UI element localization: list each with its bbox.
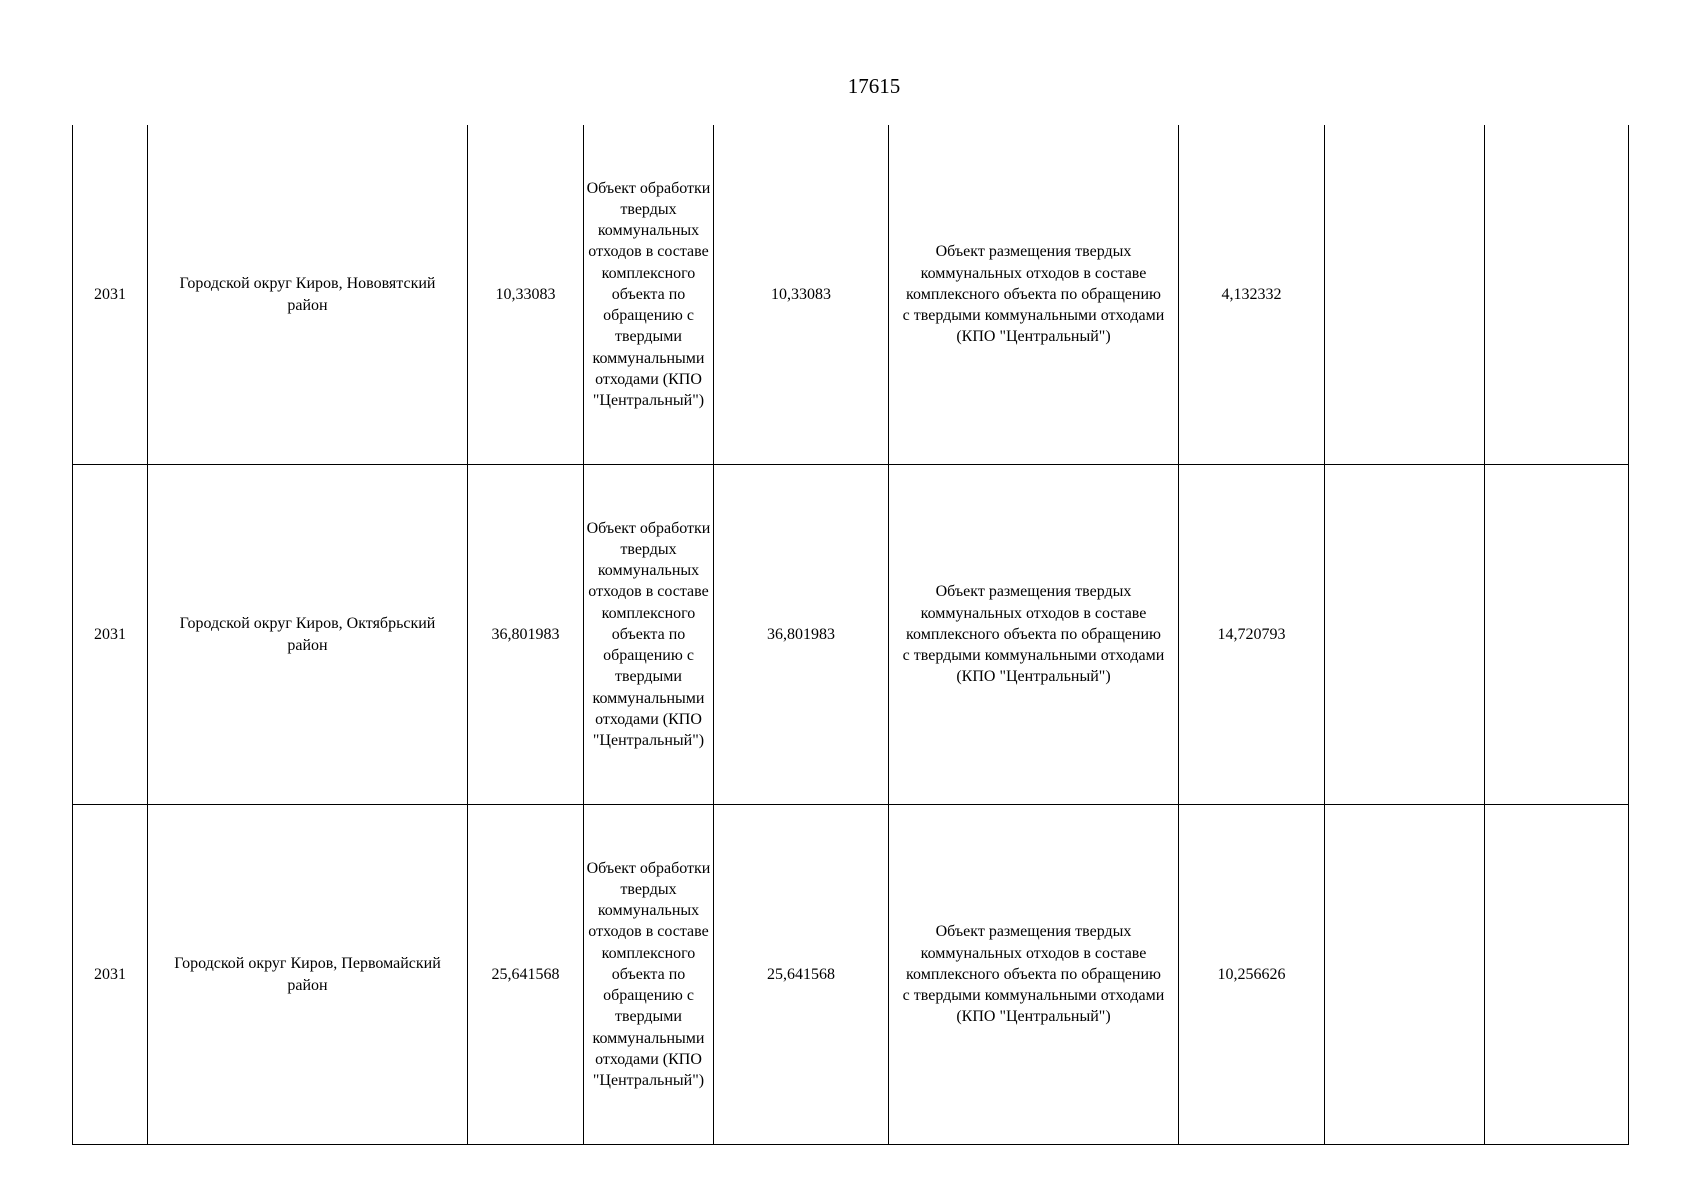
page-number: 17615 <box>847 74 901 98</box>
placement-object-text: Объект размещения твердых коммунальных отходов в составе комплексного объекта по обращению с твердыми коммунальными отходами (КПО "Центральный") <box>902 583 1165 686</box>
empty-cell <box>1325 805 1485 1145</box>
process-object-cell <box>584 805 714 1145</box>
volume-cell: 25,641568 <box>468 805 584 1145</box>
district-cell <box>148 465 468 805</box>
empty-cell <box>1485 125 1629 465</box>
process-volume-cell: 25,641568 <box>714 805 889 1145</box>
process-volume-cell: 36,801983 <box>714 465 889 805</box>
placement-volume-cell: 10,256626 <box>1179 805 1325 1145</box>
placement-volume-cell: 14,720793 <box>1179 465 1325 805</box>
volume-cell: 36,801983 <box>468 465 584 805</box>
district-cell <box>148 125 468 465</box>
placement-object-text: Объект размещения твердых коммунальных отходов в составе комплексного объекта по обращению с твердыми коммунальными отходами (КПО "Центральный") <box>902 923 1165 1026</box>
empty-cell <box>1325 125 1485 465</box>
district-text: Городской округ Киров, Нововятский район <box>179 275 436 314</box>
district-text: Городской округ Киров, Октябрьский район <box>179 615 436 654</box>
placement-object-text: Объект размещения твердых коммунальных отходов в составе комплексного объекта по обращению с твердыми коммунальными отходами (КПО "Центральный") <box>902 243 1165 346</box>
table-row <box>73 125 1629 465</box>
table-row <box>73 465 1629 805</box>
process-object-cell <box>584 125 714 465</box>
placement-object-cell <box>889 125 1179 465</box>
empty-cell <box>1485 805 1629 1145</box>
year-cell: 2031 <box>73 125 148 465</box>
district-cell <box>148 805 468 1145</box>
district-text: Городской округ Киров, Первомайский район <box>174 955 441 994</box>
process-object-text: Объект обработки твердых коммунальных отходов в составе комплексного объекта по обращению с твердыми коммунальными отходами (КПО "Центральный") <box>586 179 711 409</box>
process-object-text: Объект обработки твердых коммунальных отходов в составе комплексного объекта по обращению с твердыми коммунальными отходами (КПО "Центральный") <box>586 859 711 1089</box>
volume-cell: 10,33083 <box>468 125 584 465</box>
empty-cell <box>1325 465 1485 805</box>
placement-volume-cell: 4,132332 <box>1179 125 1325 465</box>
process-object-cell <box>584 465 714 805</box>
process-object-text: Объект обработки твердых коммунальных отходов в составе комплексного объекта по обращению с твердыми коммунальными отходами (КПО "Центральный") <box>586 519 711 749</box>
process-volume-cell: 10,33083 <box>714 125 889 465</box>
year-cell: 2031 <box>73 805 148 1145</box>
year-cell: 2031 <box>73 465 148 805</box>
waste-flow-table <box>72 125 1629 1145</box>
placement-object-cell <box>889 465 1179 805</box>
table-row <box>73 805 1629 1145</box>
placement-object-cell <box>889 805 1179 1145</box>
empty-cell <box>1485 465 1629 805</box>
